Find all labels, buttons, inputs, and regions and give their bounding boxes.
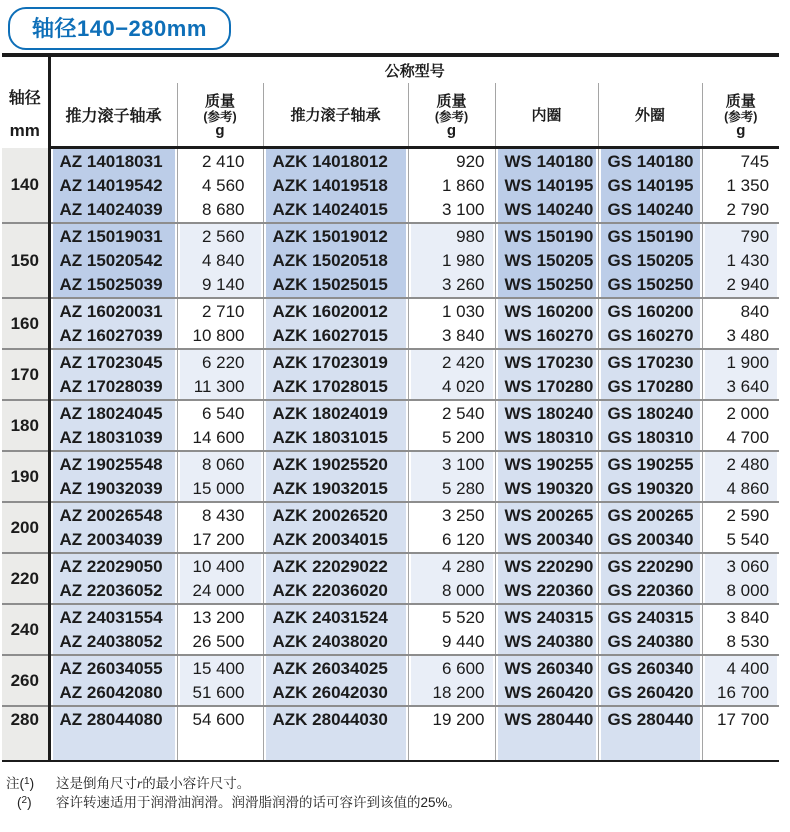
- footnote-1-text: 这是倒角尺寸r的最小容许尺寸。: [56, 776, 251, 791]
- shaft-dia-cell: 200: [2, 502, 49, 553]
- ring-mass-cell: 2 480 4 860: [702, 451, 779, 502]
- azk-mass-cell: 4 280 8 000: [408, 553, 495, 604]
- spec-table: [2, 53, 779, 762]
- azk-bearing-cell: AZK 28044030: [263, 706, 408, 761]
- az-bearing-cell: AZ 15019031 AZ 15020542 AZ 15025039: [49, 223, 177, 298]
- azk-bearing-cell: AZK 15019012 AZK 15020518 AZK 15025015: [263, 223, 408, 298]
- shaft-dia-cell: 180: [2, 400, 49, 451]
- azk-bearing-cell: AZK 24031524 AZK 24038020: [263, 604, 408, 655]
- azk-mass-cell: 6 600 18 200: [408, 655, 495, 706]
- az-mass-cell: 10 400 24 000: [177, 553, 263, 604]
- azk-bearing-cell: AZK 22029022 AZK 22036020: [263, 553, 408, 604]
- ring-mass-cell: 4 400 16 700: [702, 655, 779, 706]
- table-row: [2, 223, 779, 298]
- azk-bearing-cell: AZK 18024019 AZK 18031015: [263, 400, 408, 451]
- mass-header-3: 质量 (参考) g: [702, 83, 779, 148]
- shaft-dia-cell: 190: [2, 451, 49, 502]
- azk-mass-cell: 3 100 5 280: [408, 451, 495, 502]
- inner-ring-cell: WS 260340 WS 260420: [495, 655, 598, 706]
- az-mass-cell: 2 560 4 840 9 140: [177, 223, 263, 298]
- outer-ring-cell: GS 280440: [598, 706, 702, 761]
- outer-ring-header: 外圈: [598, 83, 702, 148]
- outer-ring-cell: GS 200265 GS 200340: [598, 502, 702, 553]
- table-row: [2, 400, 779, 451]
- az-mass-cell: 8 060 15 000: [177, 451, 263, 502]
- az-mass-cell: 6 220 11 300: [177, 349, 263, 400]
- inner-ring-cell: WS 240315 WS 240380: [495, 604, 598, 655]
- azk-mass-cell: 920 1 860 3 100: [408, 148, 495, 224]
- outer-ring-cell: GS 150190 GS 150205 GS 150250: [598, 223, 702, 298]
- inner-ring-cell: WS 170230 WS 170280: [495, 349, 598, 400]
- az-mass-cell: 15 400 51 600: [177, 655, 263, 706]
- azk-mass-cell: 3 250 6 120: [408, 502, 495, 553]
- table-row: [2, 604, 779, 655]
- shaft-dia-header: [2, 55, 49, 148]
- footnote-2-marker: ($^2$): [17, 795, 32, 810]
- table-body: [2, 148, 779, 762]
- footnote-1-marker: 注($^1$): [6, 776, 35, 791]
- az-bearing-cell: AZ 20026548 AZ 20034039: [49, 502, 177, 553]
- ring-mass-cell: 17 700: [702, 706, 779, 761]
- outer-ring-cell: GS 240315 GS 240380: [598, 604, 702, 655]
- azk-bearing-cell: AZK 17023019 AZK 17028015: [263, 349, 408, 400]
- az-mass-cell: 8 430 17 200: [177, 502, 263, 553]
- inner-ring-cell: WS 140180 WS 140195 WS 140240: [495, 148, 598, 224]
- az-mass-cell: 6 540 14 600: [177, 400, 263, 451]
- az-mass-cell: 13 200 26 500: [177, 604, 263, 655]
- shaft-dia-cell: 170: [2, 349, 49, 400]
- header-span-row: [2, 55, 779, 83]
- shaft-dia-unit: mm: [9, 121, 40, 140]
- outer-ring-cell: GS 220290 GS 220360: [598, 553, 702, 604]
- table-row: [2, 655, 779, 706]
- model-number-span-header: 公称型号: [49, 55, 779, 83]
- inner-ring-cell: WS 280440: [495, 706, 598, 761]
- az-bearing-cell: AZ 14018031 AZ 14019542 AZ 14024039: [49, 148, 177, 224]
- ring-mass-cell: 3 840 8 530: [702, 604, 779, 655]
- shaft-dia-cell: 160: [2, 298, 49, 349]
- footnote-2: [6, 793, 784, 812]
- shaft-dia-label: 轴径: [8, 90, 41, 107]
- thrust-bearing-header-1: 推力滚子轴承: [49, 83, 177, 148]
- ring-mass-cell: 840 3 480: [702, 298, 779, 349]
- az-bearing-cell: AZ 26034055 AZ 26042080: [49, 655, 177, 706]
- outer-ring-cell: GS 190255 GS 190320: [598, 451, 702, 502]
- ring-mass-cell: 790 1 430 2 940: [702, 223, 779, 298]
- azk-bearing-cell: AZK 14018012 AZK 14019518 AZK 14024015: [263, 148, 408, 224]
- ring-mass-cell: 1 900 3 640: [702, 349, 779, 400]
- ring-mass-cell: 2 590 5 540: [702, 502, 779, 553]
- azk-bearing-cell: AZK 26034025 AZK 26042030: [263, 655, 408, 706]
- outer-ring-cell: GS 160200 GS 160270: [598, 298, 702, 349]
- ring-mass-cell: 745 1 350 2 790: [702, 148, 779, 224]
- thrust-bearing-header-2: 推力滚子轴承: [263, 83, 408, 148]
- table-row: [2, 706, 779, 761]
- table-row: [2, 553, 779, 604]
- inner-ring-cell: WS 160200 WS 160270: [495, 298, 598, 349]
- inner-ring-cell: WS 220290 WS 220360: [495, 553, 598, 604]
- az-bearing-cell: AZ 22029050 AZ 22036052: [49, 553, 177, 604]
- inner-ring-cell: WS 180240 WS 180310: [495, 400, 598, 451]
- ring-mass-cell: 3 060 8 000: [702, 553, 779, 604]
- az-bearing-cell: AZ 16020031 AZ 16027039: [49, 298, 177, 349]
- page-title: 轴径140−280mm: [8, 7, 231, 50]
- shaft-dia-cell: 140: [2, 148, 49, 224]
- shaft-dia-cell: 150: [2, 223, 49, 298]
- azk-bearing-cell: AZK 20026520 AZK 20034015: [263, 502, 408, 553]
- az-mass-cell: 2 710 10 800: [177, 298, 263, 349]
- footnote-1: [6, 774, 784, 793]
- mass-header-2: 质量 (参考) g: [408, 83, 495, 148]
- az-mass-cell: 54 600: [177, 706, 263, 761]
- ring-mass-cell: 2 000 4 700: [702, 400, 779, 451]
- azk-bearing-cell: AZK 19025520 AZK 19032015: [263, 451, 408, 502]
- outer-ring-cell: GS 170230 GS 170280: [598, 349, 702, 400]
- azk-mass-cell: 19 200: [408, 706, 495, 761]
- azk-mass-cell: 2 540 5 200: [408, 400, 495, 451]
- az-bearing-cell: AZ 17023045 AZ 17028039: [49, 349, 177, 400]
- az-bearing-cell: AZ 19025548 AZ 19032039: [49, 451, 177, 502]
- shaft-dia-cell: 240: [2, 604, 49, 655]
- table-row: [2, 451, 779, 502]
- azk-mass-cell: 1 030 3 840: [408, 298, 495, 349]
- inner-ring-cell: WS 150190 WS 150205 WS 150250: [495, 223, 598, 298]
- footnotes: [6, 774, 784, 812]
- azk-bearing-cell: AZK 16020012 AZK 16027015: [263, 298, 408, 349]
- azk-mass-cell: 2 420 4 020: [408, 349, 495, 400]
- shaft-dia-cell: 260: [2, 655, 49, 706]
- az-bearing-cell: AZ 24031554 AZ 24038052: [49, 604, 177, 655]
- mass-header-1: 质量 (参考) g: [177, 83, 263, 148]
- shaft-dia-cell: 220: [2, 553, 49, 604]
- table-header: [2, 55, 779, 148]
- table-row: [2, 298, 779, 349]
- footnote-2-text: 容许转速适用于润滑油润滑。润滑脂润滑的话可容许到该值的25%。: [56, 795, 462, 810]
- shaft-dia-cell: 280: [2, 706, 49, 761]
- outer-ring-cell: GS 260340 GS 260420: [598, 655, 702, 706]
- table-row: [2, 502, 779, 553]
- table-row: [2, 148, 779, 224]
- azk-mass-cell: 980 1 980 3 260: [408, 223, 495, 298]
- inner-ring-cell: WS 200265 WS 200340: [495, 502, 598, 553]
- azk-mass-cell: 5 520 9 440: [408, 604, 495, 655]
- inner-ring-header: 内圈: [495, 83, 598, 148]
- az-mass-cell: 2 410 4 560 8 680: [177, 148, 263, 224]
- table-row: [2, 349, 779, 400]
- outer-ring-cell: GS 140180 GS 140195 GS 140240: [598, 148, 702, 224]
- az-bearing-cell: AZ 28044080: [49, 706, 177, 761]
- az-bearing-cell: AZ 18024045 AZ 18031039: [49, 400, 177, 451]
- header-sub-row: [2, 83, 779, 148]
- outer-ring-cell: GS 180240 GS 180310: [598, 400, 702, 451]
- inner-ring-cell: WS 190255 WS 190320: [495, 451, 598, 502]
